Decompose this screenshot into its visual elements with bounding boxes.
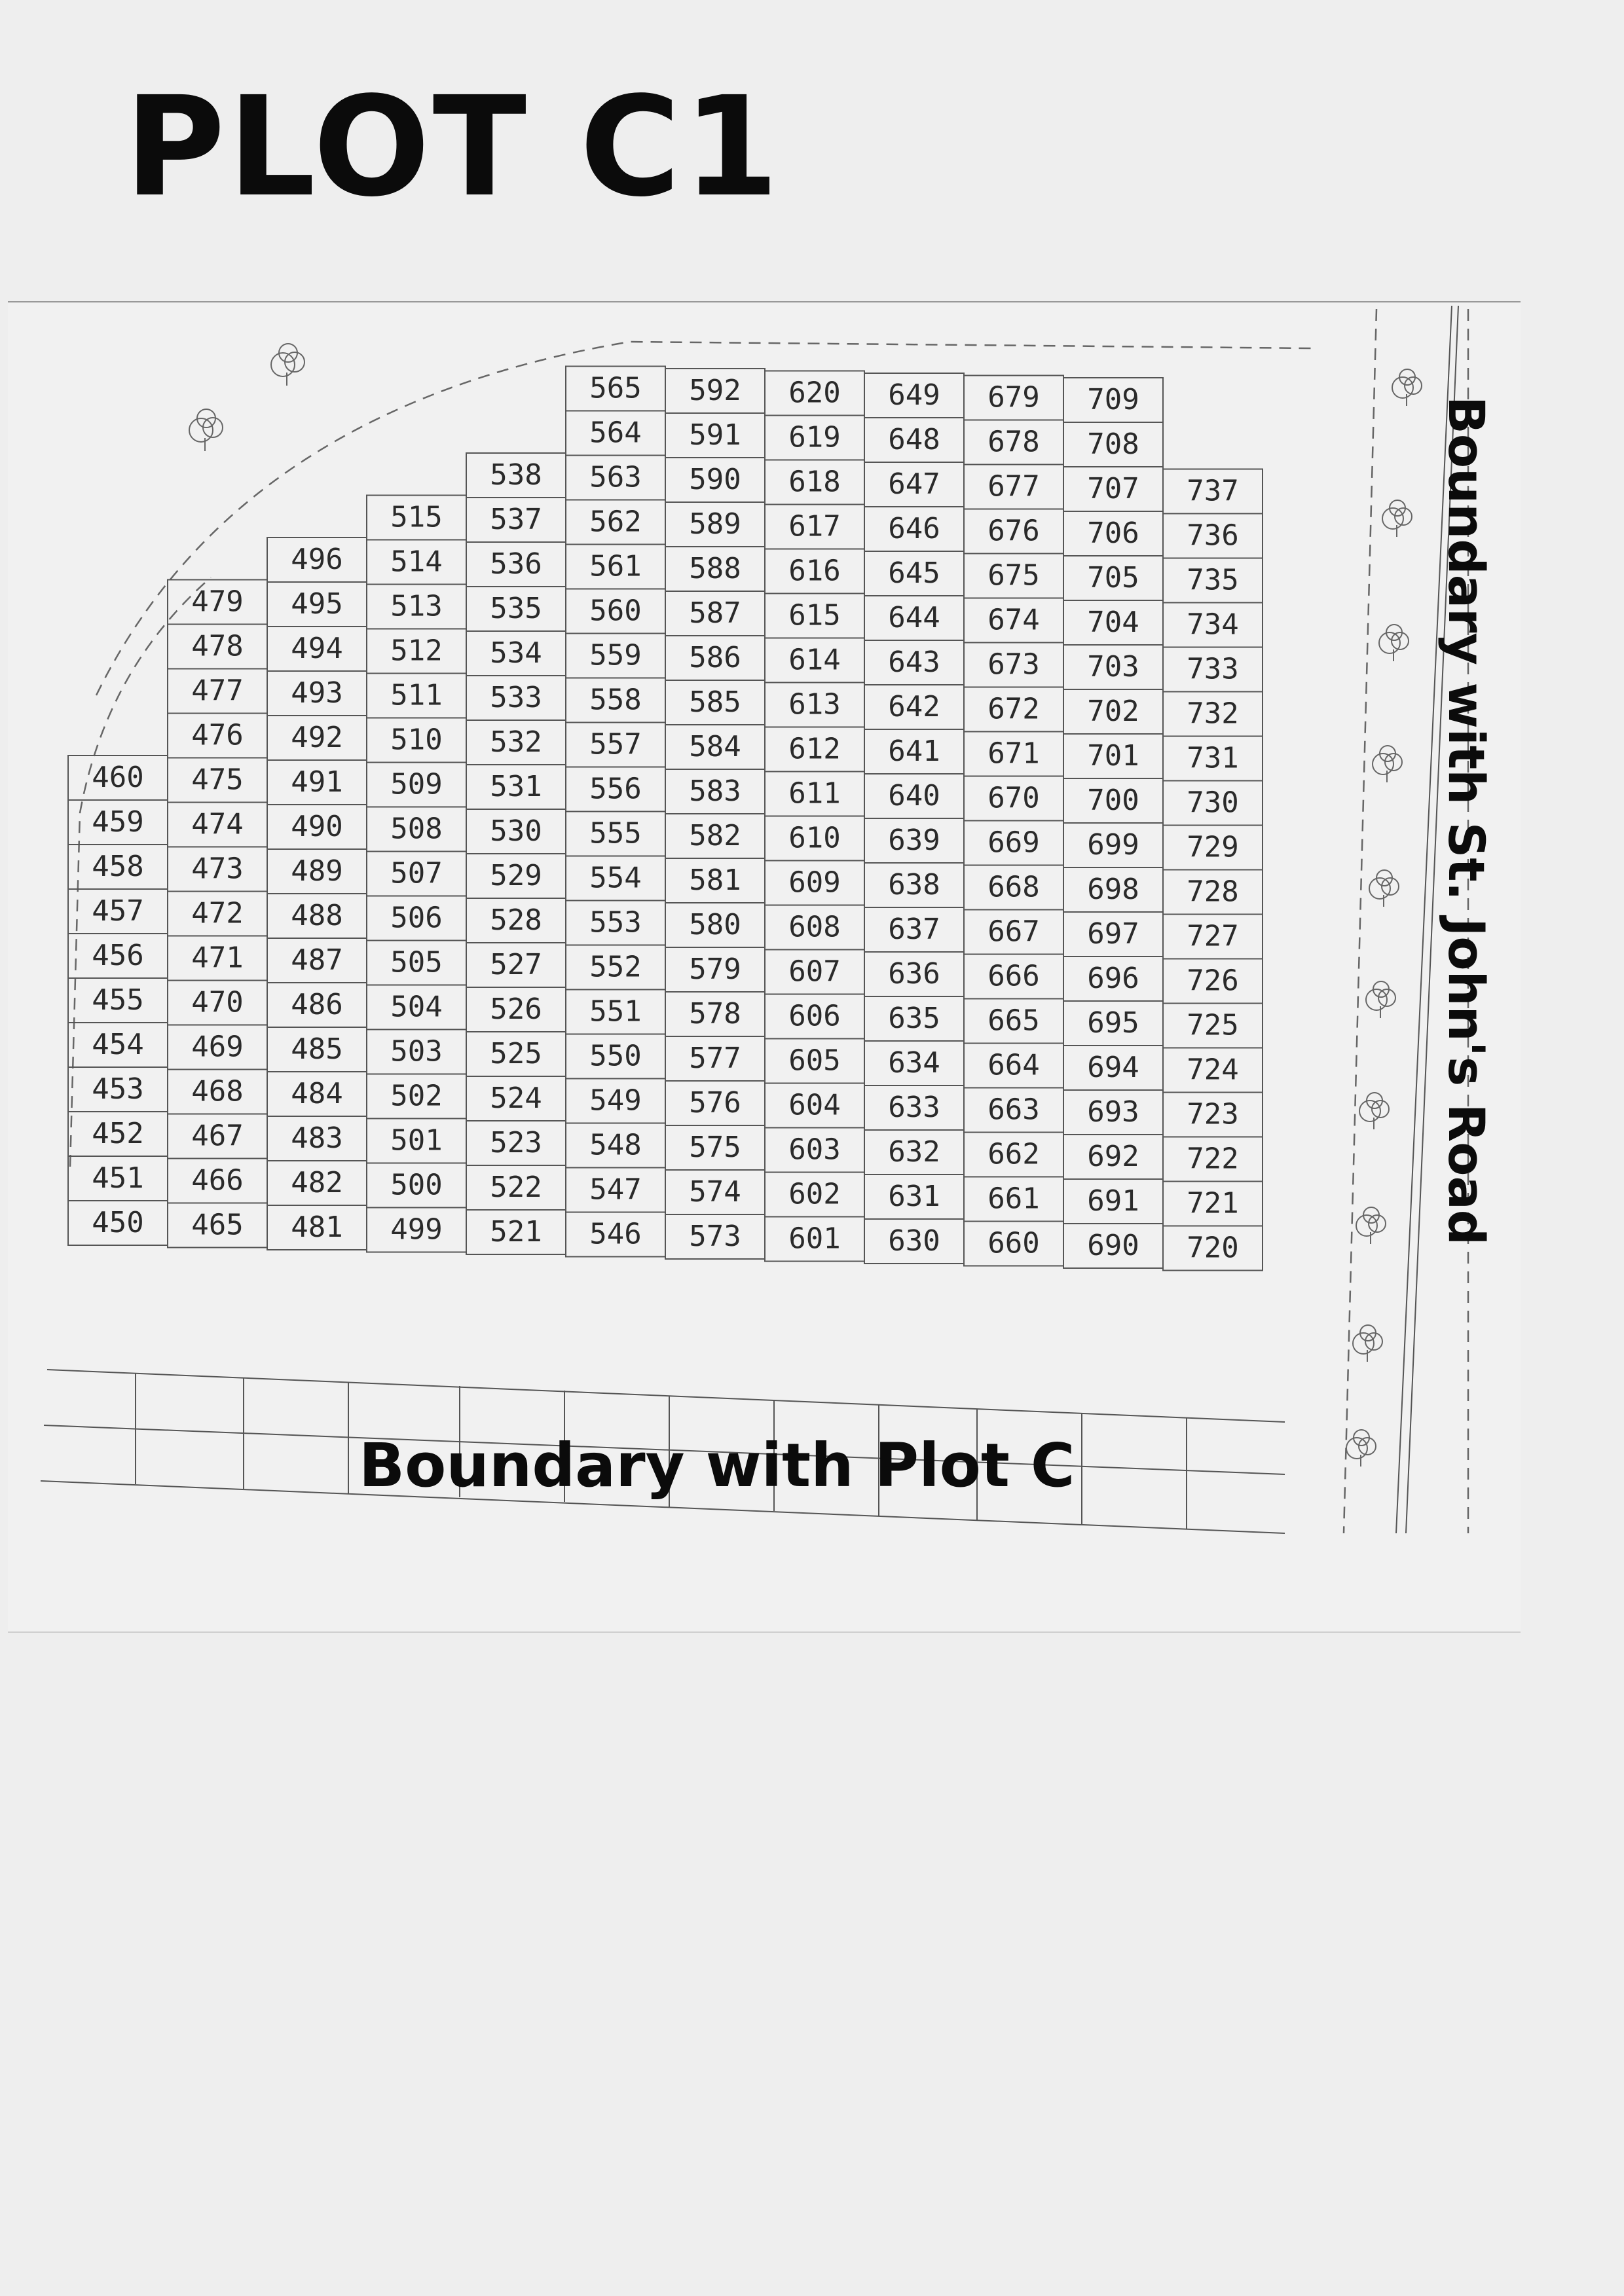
plot-number-706[interactable]: 706 <box>1087 517 1139 550</box>
plot-number-725[interactable]: 725 <box>1187 1008 1239 1042</box>
plot-number-514[interactable]: 514 <box>390 545 443 579</box>
plot-number-677[interactable]: 677 <box>987 469 1040 503</box>
plot-number-453[interactable]: 453 <box>92 1072 144 1106</box>
plot-number-553[interactable]: 553 <box>589 905 642 939</box>
plot-number-674[interactable]: 674 <box>987 603 1040 637</box>
plot-number-591[interactable]: 591 <box>689 418 741 452</box>
plot-number-592[interactable]: 592 <box>689 374 741 407</box>
plot-number-547[interactable]: 547 <box>589 1173 642 1207</box>
plot-number-507[interactable]: 507 <box>390 856 443 890</box>
plot-number-558[interactable]: 558 <box>589 683 642 717</box>
plot-number-511[interactable]: 511 <box>390 678 443 712</box>
plot-number-521[interactable]: 521 <box>490 1215 542 1248</box>
plot-number-590[interactable]: 590 <box>689 463 741 496</box>
plot-number-576[interactable]: 576 <box>689 1086 741 1120</box>
plot-number-586[interactable]: 586 <box>689 641 741 674</box>
plot-number-515[interactable]: 515 <box>390 500 443 534</box>
plot-number-493[interactable]: 493 <box>291 676 343 710</box>
plot-number-552[interactable]: 552 <box>589 950 642 984</box>
plot-number-466[interactable]: 466 <box>191 1163 244 1197</box>
plot-number-730[interactable]: 730 <box>1187 786 1239 820</box>
plot-number-661[interactable]: 661 <box>987 1182 1040 1216</box>
plot-number-522[interactable]: 522 <box>490 1171 542 1204</box>
plot-number-610[interactable]: 610 <box>788 821 841 855</box>
plot-number-632[interactable]: 632 <box>888 1135 940 1169</box>
plot-number-732[interactable]: 732 <box>1187 697 1239 731</box>
plot-number-505[interactable]: 505 <box>390 945 443 979</box>
plot-number-617[interactable]: 617 <box>788 509 841 543</box>
plot-number-537[interactable]: 537 <box>490 503 542 536</box>
plot-number-647[interactable]: 647 <box>888 467 940 501</box>
plot-number-530[interactable]: 530 <box>490 814 542 848</box>
plot-number-473[interactable]: 473 <box>191 852 244 886</box>
plot-number-720[interactable]: 720 <box>1187 1231 1239 1265</box>
plot-number-512[interactable]: 512 <box>390 634 443 668</box>
plot-number-582[interactable]: 582 <box>689 819 741 852</box>
plot-number-551[interactable]: 551 <box>589 994 642 1029</box>
plot-number-669[interactable]: 669 <box>987 826 1040 860</box>
plot-number-640[interactable]: 640 <box>888 779 940 812</box>
plot-number-502[interactable]: 502 <box>390 1079 443 1113</box>
plot-number-734[interactable]: 734 <box>1187 608 1239 642</box>
plot-number-475[interactable]: 475 <box>191 763 244 797</box>
plot-number-562[interactable]: 562 <box>589 505 642 539</box>
plot-number-707[interactable]: 707 <box>1087 472 1139 505</box>
plot-number-702[interactable]: 702 <box>1087 695 1139 728</box>
plot-number-465[interactable]: 465 <box>191 1208 244 1242</box>
plot-number-701[interactable]: 701 <box>1087 739 1139 773</box>
plot-number-633[interactable]: 633 <box>888 1091 940 1124</box>
plot-number-605[interactable]: 605 <box>788 1044 841 1078</box>
plot-number-531[interactable]: 531 <box>490 770 542 803</box>
plot-number-662[interactable]: 662 <box>987 1137 1040 1171</box>
plot-number-487[interactable]: 487 <box>291 943 343 977</box>
plot-number-699[interactable]: 699 <box>1087 828 1139 862</box>
plot-number-692[interactable]: 692 <box>1087 1140 1139 1173</box>
plot-number-474[interactable]: 474 <box>191 807 244 841</box>
plot-number-736[interactable]: 736 <box>1187 519 1239 553</box>
plot-number-456[interactable]: 456 <box>92 939 144 972</box>
plot-number-575[interactable]: 575 <box>689 1131 741 1164</box>
plot-number-546[interactable]: 546 <box>589 1217 642 1251</box>
plot-number-450[interactable]: 450 <box>92 1206 144 1239</box>
plot-number-581[interactable]: 581 <box>689 864 741 897</box>
plot-number-637[interactable]: 637 <box>888 913 940 946</box>
plot-number-611[interactable]: 611 <box>788 776 841 811</box>
tree-icon <box>1382 500 1412 537</box>
plot-number-536[interactable]: 536 <box>490 547 542 581</box>
plot-number-643[interactable]: 643 <box>888 646 940 679</box>
plot-number-609[interactable]: 609 <box>788 866 841 900</box>
plot-number-675[interactable]: 675 <box>987 558 1040 592</box>
plot-number-696[interactable]: 696 <box>1087 962 1139 995</box>
plot-number-468[interactable]: 468 <box>191 1074 244 1108</box>
plot-number-638[interactable]: 638 <box>888 868 940 902</box>
plot-number-613[interactable]: 613 <box>788 687 841 721</box>
plot-number-560[interactable]: 560 <box>589 594 642 628</box>
plot-number-603[interactable]: 603 <box>788 1133 841 1167</box>
plot-number-533[interactable]: 533 <box>490 681 542 714</box>
plot-number-666[interactable]: 666 <box>987 959 1040 993</box>
plot-number-721[interactable]: 721 <box>1187 1186 1239 1220</box>
plot-number-499[interactable]: 499 <box>390 1212 443 1247</box>
plot-number-565[interactable]: 565 <box>589 371 642 405</box>
plot-number-737[interactable]: 737 <box>1187 474 1239 508</box>
tree-icon <box>1392 369 1422 406</box>
plot-number-478[interactable]: 478 <box>191 629 244 663</box>
plot-number-664[interactable]: 664 <box>987 1048 1040 1082</box>
plot-number-561[interactable]: 561 <box>589 549 642 583</box>
plot-number-483[interactable]: 483 <box>291 1121 343 1155</box>
plot-number-619[interactable]: 619 <box>788 420 841 454</box>
plot-number-644[interactable]: 644 <box>888 601 940 634</box>
plot-number-731[interactable]: 731 <box>1187 741 1239 775</box>
tree-icon <box>1346 1430 1376 1467</box>
plot-number-671[interactable]: 671 <box>987 737 1040 771</box>
plot-number-636[interactable]: 636 <box>888 957 940 991</box>
tree-icon <box>1369 870 1399 907</box>
plot-number-488[interactable]: 488 <box>291 899 343 932</box>
plot-number-678[interactable]: 678 <box>987 425 1040 459</box>
plot-number-554[interactable]: 554 <box>589 861 642 895</box>
plot-number-641[interactable]: 641 <box>888 735 940 768</box>
plot-number-501[interactable]: 501 <box>390 1123 443 1157</box>
plot-number-529[interactable]: 529 <box>490 859 542 892</box>
plot-number-616[interactable]: 616 <box>788 554 841 588</box>
plot-number-509[interactable]: 509 <box>390 767 443 801</box>
plot-number-550[interactable]: 550 <box>589 1039 642 1073</box>
plot-number-722[interactable]: 722 <box>1187 1142 1239 1176</box>
tree-icon <box>1379 625 1409 661</box>
plot-number-694[interactable]: 694 <box>1087 1051 1139 1084</box>
plot-number-577[interactable]: 577 <box>689 1042 741 1075</box>
plot-number-608[interactable]: 608 <box>788 910 841 944</box>
plot-number-459[interactable]: 459 <box>92 805 144 839</box>
plot-number-708[interactable]: 708 <box>1087 428 1139 461</box>
plot-number-724[interactable]: 724 <box>1187 1053 1239 1087</box>
plot-number-557[interactable]: 557 <box>589 727 642 761</box>
plot-number-690[interactable]: 690 <box>1087 1229 1139 1262</box>
plot-number-564[interactable]: 564 <box>589 416 642 450</box>
plot-number-679[interactable]: 679 <box>987 380 1040 414</box>
plot-number-645[interactable]: 645 <box>888 556 940 590</box>
plot-number-631[interactable]: 631 <box>888 1180 940 1213</box>
plot-number-534[interactable]: 534 <box>490 636 542 670</box>
plot-number-532[interactable]: 532 <box>490 725 542 759</box>
plot-number-649[interactable]: 649 <box>888 378 940 412</box>
plot-number-495[interactable]: 495 <box>291 587 343 621</box>
plot-number-589[interactable]: 589 <box>689 507 741 541</box>
plot-number-500[interactable]: 500 <box>390 1168 443 1202</box>
plot-number-460[interactable]: 460 <box>92 761 144 794</box>
plot-number-705[interactable]: 705 <box>1087 561 1139 594</box>
plot-number-630[interactable]: 630 <box>888 1224 940 1258</box>
plot-number-588[interactable]: 588 <box>689 552 741 585</box>
plot-number-676[interactable]: 676 <box>987 514 1040 548</box>
plot-number-583[interactable]: 583 <box>689 774 741 808</box>
plot-number-635[interactable]: 635 <box>888 1002 940 1035</box>
plot-number-728[interactable]: 728 <box>1187 875 1239 909</box>
plot-number-580[interactable]: 580 <box>689 908 741 941</box>
page-title: PLOT C1 <box>124 67 782 227</box>
plot-number-457[interactable]: 457 <box>92 894 144 928</box>
plot-number-528[interactable]: 528 <box>490 903 542 937</box>
plot-number-620[interactable]: 620 <box>788 376 841 410</box>
plot-number-727[interactable]: 727 <box>1187 919 1239 953</box>
plot-number-668[interactable]: 668 <box>987 870 1040 904</box>
east-boundary-label: Boundary with St. John's Road <box>1437 396 1496 1246</box>
plot-number-563[interactable]: 563 <box>589 460 642 494</box>
plot-number-467[interactable]: 467 <box>191 1119 244 1153</box>
plot-number-504[interactable]: 504 <box>390 990 443 1024</box>
plot-number-584[interactable]: 584 <box>689 730 741 763</box>
plot-number-548[interactable]: 548 <box>589 1128 642 1162</box>
plot-number-693[interactable]: 693 <box>1087 1095 1139 1129</box>
tree-icon <box>189 409 223 451</box>
tree-icon <box>1373 746 1402 782</box>
plot-number-604[interactable]: 604 <box>788 1088 841 1122</box>
plot-number-672[interactable]: 672 <box>987 692 1040 726</box>
plot-number-579[interactable]: 579 <box>689 953 741 986</box>
plot-number-607[interactable]: 607 <box>788 955 841 989</box>
plot-number-700[interactable]: 700 <box>1087 784 1139 817</box>
plot-number-709[interactable]: 709 <box>1087 383 1139 416</box>
plot-number-723[interactable]: 723 <box>1187 1097 1239 1131</box>
plot-number-486[interactable]: 486 <box>291 988 343 1021</box>
plot-number-660[interactable]: 660 <box>987 1226 1040 1260</box>
plot-number-665[interactable]: 665 <box>987 1004 1040 1038</box>
plot-number-618[interactable]: 618 <box>788 465 841 499</box>
south-boundary-label: Boundary with Plot C <box>359 1430 1075 1501</box>
plot-number-477[interactable]: 477 <box>191 674 244 708</box>
plot-number-698[interactable]: 698 <box>1087 873 1139 906</box>
plot-number-556[interactable]: 556 <box>589 772 642 806</box>
plot-number-726[interactable]: 726 <box>1187 964 1239 998</box>
plot-number-601[interactable]: 601 <box>788 1222 841 1256</box>
plot-number-496[interactable]: 496 <box>291 543 343 576</box>
plot-number-538[interactable]: 538 <box>490 458 542 492</box>
plot-number-535[interactable]: 535 <box>490 592 542 625</box>
plot-number-490[interactable]: 490 <box>291 810 343 843</box>
plot-number-452[interactable]: 452 <box>92 1117 144 1150</box>
plot-number-503[interactable]: 503 <box>390 1034 443 1068</box>
plot-number-555[interactable]: 555 <box>589 816 642 850</box>
plot-number-476[interactable]: 476 <box>191 718 244 752</box>
plot-number-513[interactable]: 513 <box>390 589 443 623</box>
plot-number-735[interactable]: 735 <box>1187 563 1239 597</box>
plot-number-578[interactable]: 578 <box>689 997 741 1030</box>
plot-number-573[interactable]: 573 <box>689 1220 741 1253</box>
tree-icon <box>271 344 304 386</box>
plot-number-585[interactable]: 585 <box>689 685 741 719</box>
plot-number-574[interactable]: 574 <box>689 1175 741 1209</box>
plot-number-526[interactable]: 526 <box>490 993 542 1026</box>
plot-number-587[interactable]: 587 <box>689 596 741 630</box>
plot-number-510[interactable]: 510 <box>390 723 443 757</box>
plot-number-663[interactable]: 663 <box>987 1093 1040 1127</box>
plot-number-472[interactable]: 472 <box>191 896 244 930</box>
plot-number-729[interactable]: 729 <box>1187 830 1239 864</box>
plot-number-615[interactable]: 615 <box>788 598 841 632</box>
tree-icon <box>1359 1093 1389 1129</box>
plot-number-484[interactable]: 484 <box>291 1077 343 1110</box>
plot-number-549[interactable]: 549 <box>589 1084 642 1118</box>
tree-icon <box>1356 1207 1386 1244</box>
plot-number-469[interactable]: 469 <box>191 1030 244 1064</box>
plot-number-527[interactable]: 527 <box>490 948 542 981</box>
plot-number-494[interactable]: 494 <box>291 632 343 665</box>
plot-number-492[interactable]: 492 <box>291 721 343 754</box>
plot-number-673[interactable]: 673 <box>987 647 1040 682</box>
plot-number-506[interactable]: 506 <box>390 901 443 935</box>
plot-number-697[interactable]: 697 <box>1087 917 1139 951</box>
plot-number-612[interactable]: 612 <box>788 732 841 766</box>
plot-number-670[interactable]: 670 <box>987 781 1040 815</box>
plot-number-458[interactable]: 458 <box>92 850 144 883</box>
plot-number-523[interactable]: 523 <box>490 1126 542 1159</box>
plot-number-704[interactable]: 704 <box>1087 606 1139 639</box>
plot-number-482[interactable]: 482 <box>291 1166 343 1199</box>
plot-number-525[interactable]: 525 <box>490 1037 542 1070</box>
plot-number-559[interactable]: 559 <box>589 638 642 672</box>
plot-number-614[interactable]: 614 <box>788 643 841 677</box>
plot-number-695[interactable]: 695 <box>1087 1006 1139 1040</box>
plot-number-691[interactable]: 691 <box>1087 1184 1139 1218</box>
plot-number-508[interactable]: 508 <box>390 812 443 846</box>
plot-number-479[interactable]: 479 <box>191 585 244 619</box>
plot-number-634[interactable]: 634 <box>888 1046 940 1080</box>
plot-number-454[interactable]: 454 <box>92 1028 144 1061</box>
plot-number-471[interactable]: 471 <box>191 941 244 975</box>
plot-number-602[interactable]: 602 <box>788 1177 841 1211</box>
plot-number-642[interactable]: 642 <box>888 690 940 723</box>
plot-number-470[interactable]: 470 <box>191 985 244 1019</box>
plot-number-639[interactable]: 639 <box>888 824 940 857</box>
plot-number-524[interactable]: 524 <box>490 1082 542 1115</box>
plot-number-646[interactable]: 646 <box>888 512 940 545</box>
plot-number-451[interactable]: 451 <box>92 1161 144 1195</box>
tree-icon <box>1366 981 1395 1018</box>
plot-number-733[interactable]: 733 <box>1187 652 1239 686</box>
plot-number-485[interactable]: 485 <box>291 1032 343 1066</box>
plot-number-455[interactable]: 455 <box>92 983 144 1017</box>
plot-number-481[interactable]: 481 <box>291 1211 343 1244</box>
plot-number-667[interactable]: 667 <box>987 915 1040 949</box>
plot-number-703[interactable]: 703 <box>1087 650 1139 683</box>
plot-number-491[interactable]: 491 <box>291 765 343 799</box>
plot-number-489[interactable]: 489 <box>291 854 343 888</box>
plot-number-606[interactable]: 606 <box>788 999 841 1033</box>
plot-number-648[interactable]: 648 <box>888 423 940 456</box>
tree-icon <box>1353 1325 1382 1362</box>
